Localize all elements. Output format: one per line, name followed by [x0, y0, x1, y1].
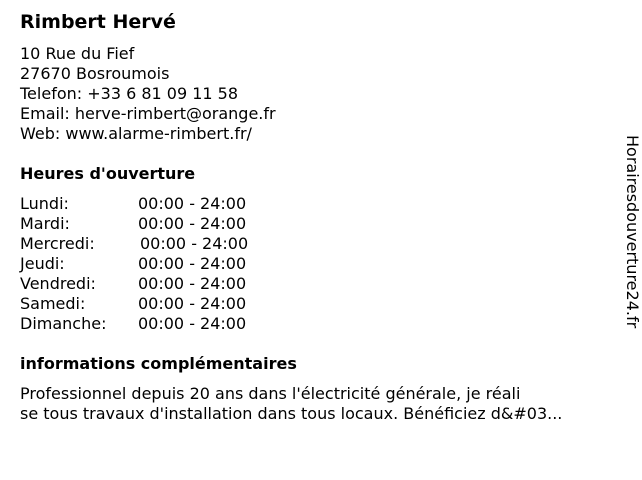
time-range: 00:00 - 24:00	[138, 274, 247, 293]
day-label: Jeudi:	[20, 254, 65, 273]
time-range: 00:00 - 24:00	[138, 194, 247, 213]
hours-row-monday	[20, 194, 280, 214]
day-label: Mardi:	[20, 214, 70, 233]
time-range: 00:00 - 24:00	[138, 294, 247, 313]
day-label: Samedi:	[20, 294, 86, 313]
info-line: Professionnel depuis 20 ans dans l'électricité générale, je réali	[20, 384, 521, 403]
address-city: 27670 Bosroumois	[20, 64, 170, 83]
hours-row-sunday	[20, 314, 280, 334]
time-range: 00:00 - 24:00	[138, 214, 247, 233]
time-range: 00:00 - 24:00	[140, 234, 249, 253]
opening-hours-list	[20, 194, 280, 334]
site-brand-text: Horairesdouverture24.fr	[623, 135, 642, 329]
additional-info-text	[20, 384, 620, 424]
day-label: Dimanche:	[20, 314, 107, 333]
day-label: Mercredi:	[20, 234, 95, 253]
time-range: 00:00 - 24:00	[138, 254, 247, 273]
day-label: Lundi:	[20, 194, 69, 213]
business-name: Rimbert Hervé	[20, 11, 176, 33]
hours-row-tuesday	[20, 214, 280, 234]
hours-row-saturday	[20, 294, 280, 314]
additional-info-heading: informations complémentaires	[20, 354, 297, 373]
site-brand-vertical	[622, 135, 642, 345]
website-url: Web: www.alarme-rimbert.fr/	[20, 124, 252, 143]
day-label: Vendredi:	[20, 274, 96, 293]
phone-number: Telefon: +33 6 81 09 11 58	[20, 84, 239, 103]
info-line: se tous travaux d'installation dans tous locaux. Bénéficiez d&#03...	[20, 404, 563, 423]
address-street: 10 Rue du Fief	[20, 44, 135, 63]
opening-hours-heading: Heures d'ouverture	[20, 164, 196, 183]
time-range: 00:00 - 24:00	[138, 314, 247, 333]
hours-row-friday	[20, 274, 280, 294]
email-address: Email: herve-rimbert@orange.fr	[20, 104, 276, 123]
hours-row-wednesday	[20, 234, 280, 254]
contact-block	[20, 44, 276, 144]
hours-row-thursday	[20, 254, 280, 274]
